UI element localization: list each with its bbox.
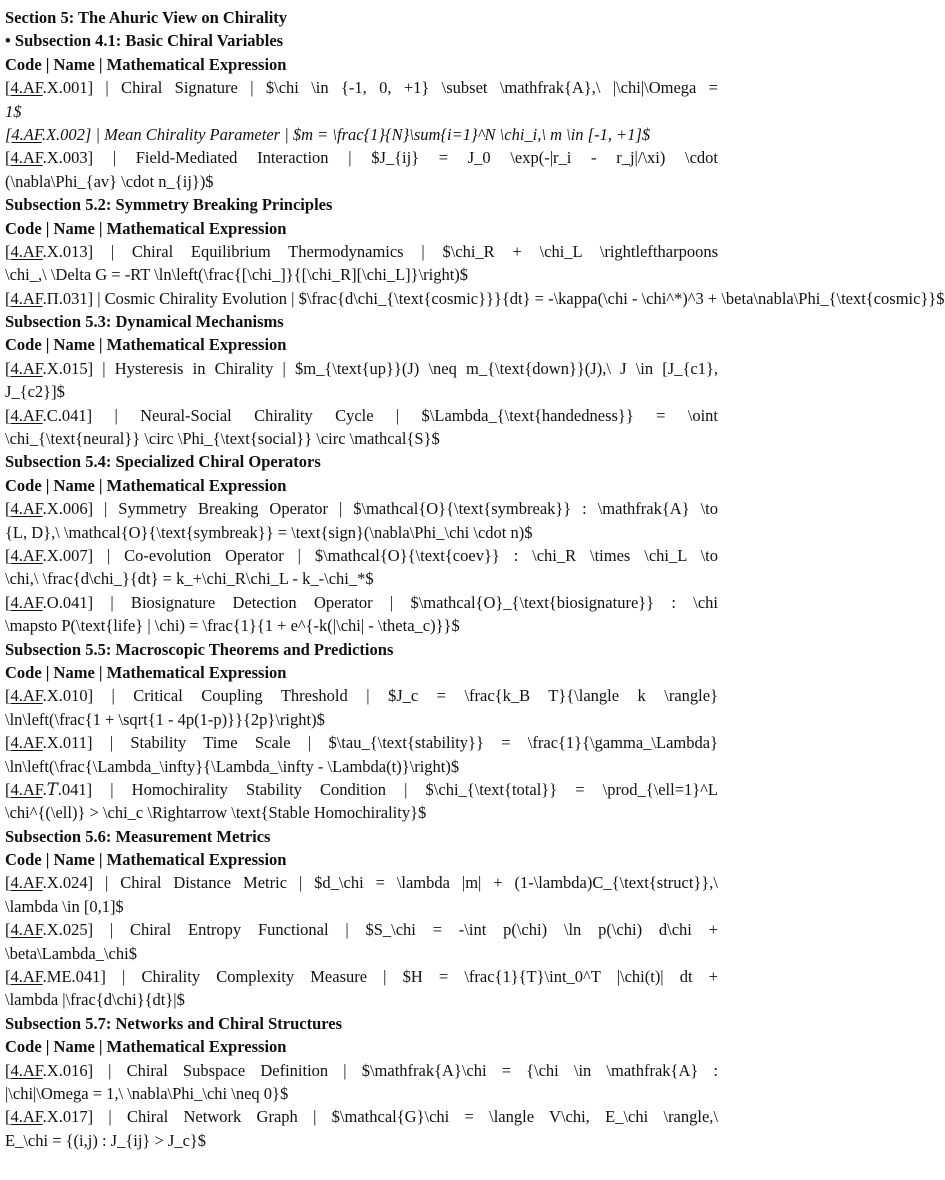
formula-row-x011: [4.AF.X.011] | Stability Time Scale | $\tau_{\text{stability}} = \frac{1}{\gamma_\Lambda} [5, 733, 718, 753]
formula-row-x007-cont: \chi,\ \frac{d\chi_}{dt} = k_+\chi_R\chi_L - k_-\chi_*$ [5, 569, 374, 589]
formula-row-x017: [4.AF.X.017] | Chiral Network Graph | $\mathcal{G}\chi = \langle V\chi, E_\chi \rangle,\ [5, 1107, 718, 1127]
table-header: Code | Name | Mathematical Expression [5, 335, 287, 355]
section-title: Section 5: The Ahuric View on Chirality [5, 8, 288, 27]
subsection-title-5-7: Subsection 5.7: Networks and Chiral Structures [5, 1013, 343, 1033]
formula-row-x015-cont: J_{c2}]$ [5, 382, 65, 402]
formula-row-me041: [4.AF.ME.041] | Chirality Complexity Measure | $H = \frac{1}{T}\int_0^T |\chi(t)| dt + [5, 967, 718, 987]
formula-row-p031: [4.AF.П.031] | Cosmic Chirality Evolution | $\frac{d\chi_{\text{cosmic}}}{dt} = -\kappa(\chi - \chi^*)^3 + \beta\nabla\Phi_{\text{cosmic}}$ [5, 288, 945, 308]
formula-row-x002: [4.AF.X.002] | Mean Chirality Parameter | $m = \frac{1}{N}\sum{i=1}^N \chi_i,\ m \in [-1, +1]$ [5, 124, 651, 144]
code-link[interactable]: 4.AF [10, 1060, 43, 1080]
code-link[interactable]: 4.AF [10, 288, 43, 308]
subsection-title-5-5: Subsection 5.5: Macroscopic Theorems and Predictions [5, 639, 394, 659]
formula-row-x017-cont: E_\chi = {(i,j) : J_{ij} > J_c}$ [5, 1130, 207, 1150]
formula-row-x013-cont: \chi_,\ \Delta G = -RT \ln\left(\frac{[\chi_]}{[\chi_R][\chi_L]}\right)$ [5, 265, 469, 285]
code-link[interactable]: 4.AF [10, 241, 43, 261]
formula-row-x024: [4.AF.X.024] | Chiral Distance Metric | $d_\chi = \lambda |m| + (1-\lambda)C_{\text{struct}},\ [5, 873, 718, 893]
subsection-title-5-2: Subsection 5.2: Symmetry Breaking Principles [5, 195, 333, 215]
formula-row-x007: [4.AF.X.007] | Co-evolution Operator | $\mathcal{O}{\text{coev}} : \chi_R \times \chi_L \to [5, 545, 718, 565]
code-link[interactable]: 4.AF [10, 148, 43, 168]
formula-row-x013: [4.AF.X.013] | Chiral Equilibrium Thermodynamics | $\chi_R + \chi_L \rightleftharpoons [5, 241, 718, 261]
subsection-title-5-6: Subsection 5.6: Measurement Metrics [5, 826, 271, 846]
formula-row-x016: [4.AF.X.016] | Chiral Subspace Definition | $\mathfrak{A}\chi = {\chi \in \mathfrak{A} : [5, 1060, 718, 1080]
code-link[interactable]: 4.AF [10, 78, 43, 98]
formula-row-x003: [4.AF.X.003] | Field-Mediated Interaction | $J_{ij} = J_0 \exp(-|r_i - r_j|/\xi) \cdot [5, 148, 718, 168]
formula-row-x006: [4.AF.X.006] | Symmetry Breaking Operator | $\mathcal{O}{\text{symbreak}} : \mathfrak{A} \to [5, 499, 718, 519]
table-header: Code | Name | Mathematical Expression [5, 850, 287, 870]
formula-row-x003-cont: (\nabla\Phi_{av} \cdot n_{ij})$ [5, 171, 214, 191]
formula-row-x001-cont: 1$ [5, 101, 22, 121]
code-link[interactable]: 4.AF [10, 967, 43, 987]
code-link[interactable]: 4.AF [10, 873, 43, 893]
code-link[interactable]: 4.AF [10, 920, 43, 940]
formula-row-x025: [4.AF.X.025] | Chiral Entropy Functional | $S_\chi = -\int p(\chi) \ln p(\chi) d\chi + [5, 920, 718, 940]
code-link[interactable]: 4.AF [10, 499, 43, 519]
formula-row-t041: [4.AF.𝑇.041] | Homochirality Stability Condition | $\chi_{\text{total}} = \prod_{\ell=1}^L [5, 779, 718, 799]
formula-row-o041: [4.AF.O.041] | Biosignature Detection Operator | $\mathcal{O}_{\text{biosignature}} : \chi [5, 592, 718, 612]
code-link[interactable]: 4.AF [10, 592, 43, 612]
subsection-title-5-4: Subsection 5.4: Specialized Chiral Operators [5, 452, 321, 472]
table-header: Code | Name | Mathematical Expression [5, 1037, 287, 1057]
table-header: Code | Name | Mathematical Expression [5, 475, 287, 495]
formula-row-t041-cont: \chi^{(\ell)} > \chi_c \Rightarrow \text{Stable Homochirality}$ [5, 803, 427, 823]
formula-row-x015: [4.AF.X.015] | Hysteresis in Chirality | $m_{\text{up}}(J) \neq m_{\text{down}}(J),\ J \in [J_{c1}, [5, 358, 718, 378]
formula-row-x010-cont: \ln\left(\frac{1 + \sqrt{1 - 4p(1-p)}}{2p}\right)$ [5, 709, 325, 729]
subsection-title-4-1: • Subsection 4.1: Basic Chiral Variables [5, 31, 284, 51]
code-link[interactable]: 4.AF [10, 686, 43, 706]
formula-row-me041-cont: \lambda |\frac{d\chi}{dt}|$ [5, 990, 185, 1010]
formula-row-c041-cont: \chi_{\text{neural}} \circ \Phi_{\text{social}} \circ \mathcal{S}$ [5, 429, 440, 449]
code-link[interactable]: 4.AF [10, 1107, 43, 1127]
table-header: Code | Name | Mathematical Expression [5, 218, 287, 238]
formula-row-x006-cont: {L, D},\ \mathcal{O}{\text{symbreak}} = \text{sign}(\nabla\Phi_\chi \cdot n)$ [5, 522, 533, 542]
table-header: Code | Name | Mathematical Expression [5, 662, 287, 682]
code-link[interactable]: 4.AF [10, 358, 43, 378]
formula-row-x025-cont: \beta\Lambda_\chi$ [5, 943, 137, 963]
code-link[interactable]: 4.AF [10, 779, 43, 799]
formula-row-x016-cont: |\chi|\Omega = 1,\ \nabla\Phi_\chi \neq 0}$ [5, 1083, 289, 1103]
code-link[interactable]: 4.AF [10, 733, 43, 753]
formula-row-o041-cont: \mapsto P(\text{life} | \chi) = \frac{1}{1 + e^{-k(|\chi| - \theta_c)}}$ [5, 616, 460, 636]
formula-row-x001: [4.AF.X.001] | Chiral Signature | $\chi \in {-1, 0, +1} \subset \mathfrak{A},\ |\chi|\Omega = [5, 78, 718, 98]
formula-row-x010: [4.AF.X.010] | Critical Coupling Threshold | $J_c = \frac{k_B T}{\langle k \rangle} [5, 686, 718, 706]
formula-row-x024-cont: \lambda \in [0,1]$ [5, 896, 124, 916]
code-link[interactable]: 4.AF [10, 405, 43, 425]
code-link[interactable]: 4.AF [11, 124, 42, 144]
subsection-title-5-3: Subsection 5.3: Dynamical Mechanisms [5, 312, 284, 332]
table-header: Code | Name | Mathematical Expression [5, 54, 287, 74]
code-link[interactable]: 4.AF [10, 545, 43, 565]
formula-row-x011-cont: \ln\left(\frac{\Lambda_\infty}{\Lambda_\infty - \Lambda(t)}\right)$ [5, 756, 460, 776]
formula-row-c041: [4.AF.C.041] | Neural-Social Chirality Cycle | $\Lambda_{\text{handedness}} = \oint [5, 405, 718, 425]
